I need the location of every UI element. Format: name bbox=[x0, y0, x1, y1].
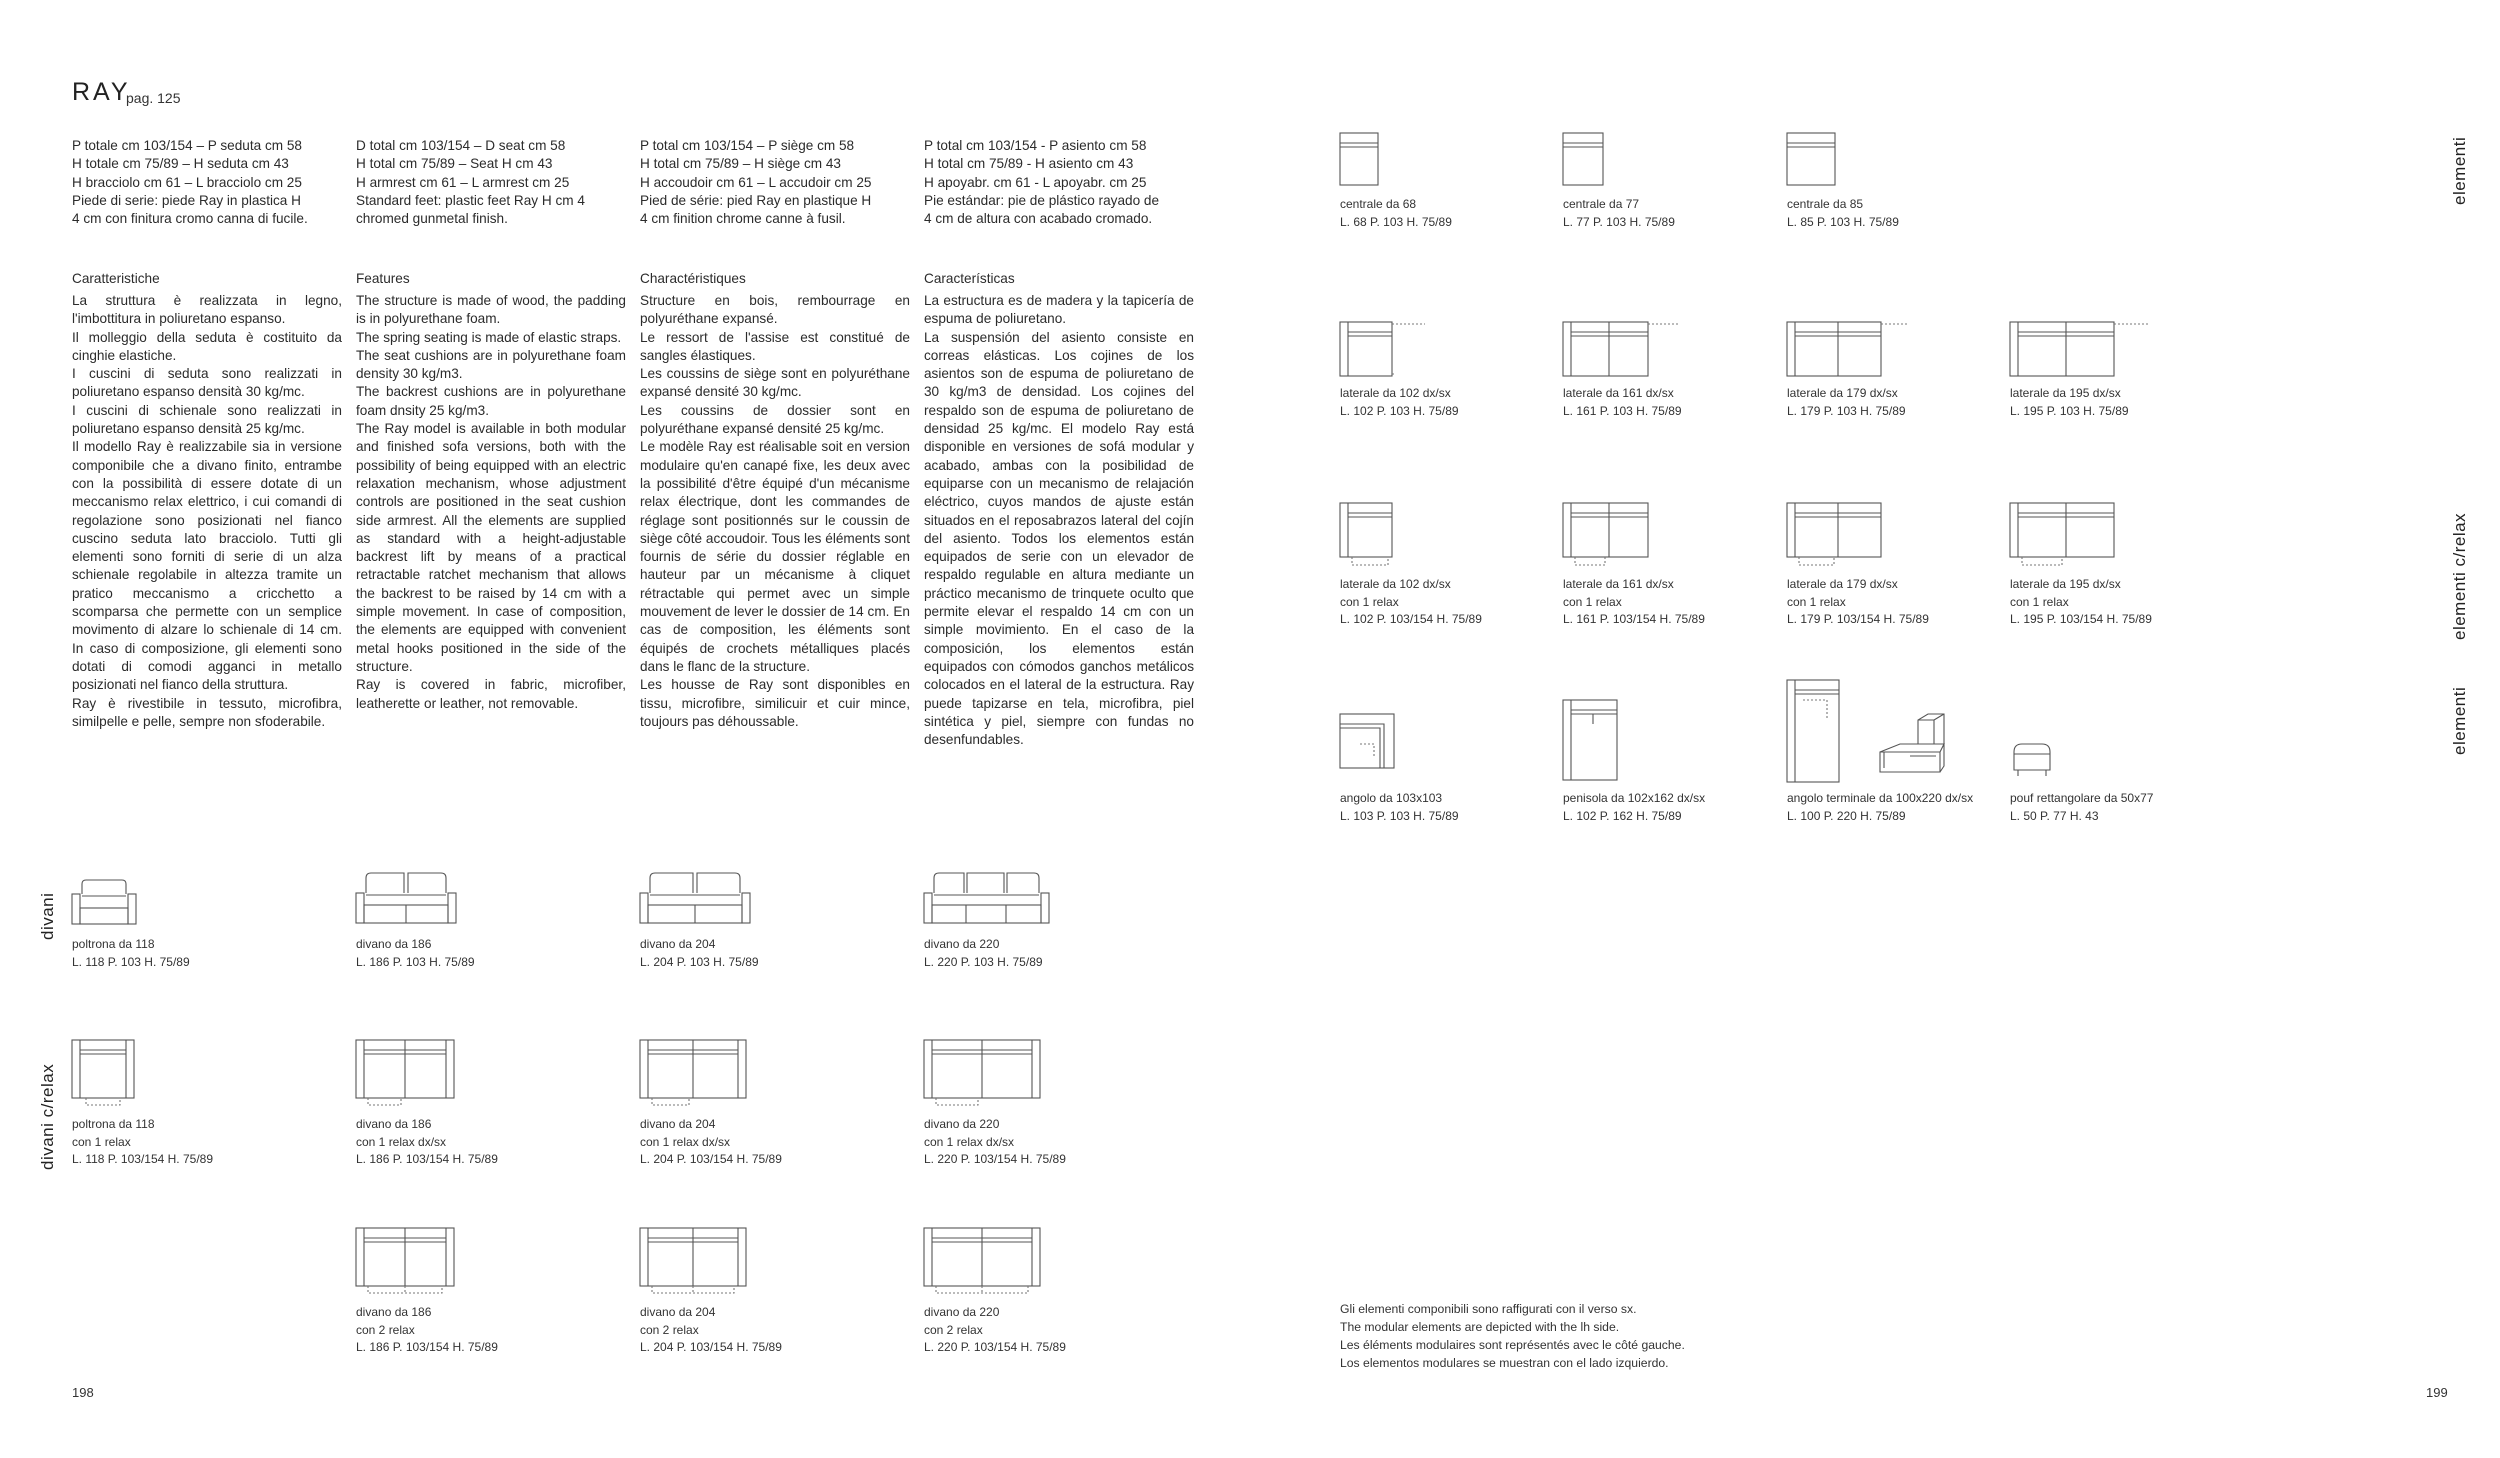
features-heading: Características bbox=[924, 271, 1015, 286]
product-caption: divano da 220 con 2 relax L. 220 P. 103/154 H. 75/89 bbox=[924, 1305, 1066, 1354]
features-heading: Features bbox=[356, 271, 410, 286]
sofa-186-2relax-topview-icon bbox=[356, 1228, 454, 1293]
side-module-relax-icon bbox=[1787, 503, 1887, 567]
product-caption: poltrona da 118 con 1 relax L. 118 P. 103/154 H. 75/89 bbox=[72, 1117, 214, 1166]
product-caption: laterale da 195 dx/sx con 1 relax L. 195 P. 103/154 H. 75/89 bbox=[2010, 577, 2152, 626]
product-caption: divano da 204 L. 204 P. 103 H. 75/89 bbox=[640, 937, 759, 969]
side-module-relax-icon bbox=[2010, 503, 2120, 567]
product-caption: poltrona da 118 L. 118 P. 103 H. 75/89 bbox=[72, 937, 190, 969]
spec-fr: P total cm 103/154 – P siège cm 58 H total cm 75/89 – H siège cm 43 H accoudoir cm 61 – L accudoir cm 25 Pied de série: pied Ray en plastique H 4 cm finition chrome canne à fusil. bbox=[640, 138, 872, 227]
features-heading: Caratteristiche bbox=[72, 271, 160, 286]
section-label-elementi: elementi bbox=[2450, 136, 2469, 205]
page-number-left: 198 bbox=[72, 1385, 94, 1400]
side-module-icon bbox=[2010, 322, 2150, 378]
side-module-icon bbox=[1787, 322, 1907, 378]
pouf-icon bbox=[2010, 742, 2052, 782]
side-module-relax-icon bbox=[1563, 503, 1653, 567]
corner-module-icon bbox=[1340, 714, 1396, 770]
sofa-2-seat-icon bbox=[356, 873, 456, 928]
corner-terminal-icon bbox=[1787, 680, 1842, 785]
sofa-204-icon bbox=[640, 873, 750, 928]
product-caption: divano da 204 con 2 relax L. 204 P. 103/154 H. 75/89 bbox=[640, 1305, 782, 1354]
product-caption: divano da 204 con 1 relax dx/sx L. 204 P. 103/154 H. 75/89 bbox=[640, 1117, 782, 1166]
product-caption: laterale da 102 dx/sx L. 102 P. 103 H. 75/89 bbox=[1340, 386, 1459, 418]
sofa-220-relax-topview-icon bbox=[924, 1040, 1040, 1105]
product-title: RAY bbox=[72, 78, 131, 106]
product-caption: divano da 186 con 1 relax dx/sx L. 186 P. 103/154 H. 75/89 bbox=[356, 1117, 498, 1166]
section-label-divani: divani bbox=[38, 892, 57, 940]
sofa-220-icon bbox=[924, 873, 1049, 928]
page-reference: pag. 125 bbox=[126, 90, 181, 106]
features-it: Caratteristiche La struttura è realizzata in legno, l'imbottitura in poliuretano espanso. Il molleggio della seduta è costituito da cinghie elastiche. I cuscini di seduta sono realizzati in poliuretano espanso densità 30 kg/mc. I cuscini di schienale sono realizzati in poliuretano espanso densità 25 kg/mc. Il modello Ray è realizzabile sia in versione componibile che a divano finito, entrambe con la possibilità di essere dotate di un meccanismo relax elettrico, i cui comandi di regolazione sono posizionati nel fianco cuscino seduta lato bracciolo. Tutti gli elementi sono forniti di serie di un alza schienale regolabile in altezza tramite un pratico meccanismo a cricchetto a scomparsa che permette con un semplice movimento di alzare lo schienale di 14 cm. In caso di composizione, gli elementi sono dotati di comodi agganci in metallo posizionati nel fianco della struttura. Ray è rivestibile in tessuto, microfibra, similpelle e pelle, sempre non sfoderabile. bbox=[72, 271, 342, 729]
product-caption: divano da 220 L. 220 P. 103 H. 75/89 bbox=[924, 937, 1043, 969]
product-caption: pouf rettangolare da 50x77 L. 50 P. 77 H. 43 bbox=[2010, 791, 2154, 823]
product-caption: penisola da 102x162 dx/sx L. 102 P. 162 H. 75/89 bbox=[1563, 791, 1706, 823]
page-number-right: 199 bbox=[2426, 1385, 2448, 1400]
sofa-204-2relax-topview-icon bbox=[640, 1228, 746, 1293]
armchair-icon bbox=[72, 880, 142, 930]
product-caption: divano da 220 con 1 relax dx/sx L. 220 P. 103/154 H. 75/89 bbox=[924, 1117, 1066, 1166]
product-caption: laterale da 102 dx/sx con 1 relax L. 102 P. 103/154 H. 75/89 bbox=[1340, 577, 1482, 626]
central-module-icon bbox=[1563, 133, 1603, 185]
sofa-186-relax-topview-icon bbox=[356, 1040, 454, 1105]
section-label-elementi-relax: elementi c/relax bbox=[2450, 512, 2469, 640]
product-caption: laterale da 179 dx/sx L. 179 P. 103 H. 75/89 bbox=[1787, 386, 1906, 418]
product-caption: laterale da 161 dx/sx L. 161 P. 103 H. 75/89 bbox=[1563, 386, 1682, 418]
side-module-relax-icon bbox=[1340, 503, 1400, 567]
product-caption: centrale da 85 L. 85 P. 103 H. 75/89 bbox=[1787, 197, 1899, 229]
section-label-divani-relax: divani c/relax bbox=[38, 1063, 57, 1170]
central-module-icon bbox=[1340, 133, 1378, 185]
corner-terminal-perspective-icon bbox=[1880, 712, 1950, 778]
section-label-elementi-2: elementi bbox=[2450, 686, 2469, 755]
product-caption: laterale da 161 dx/sx con 1 relax L. 161 P. 103/154 H. 75/89 bbox=[1563, 577, 1705, 626]
central-module-icon bbox=[1787, 133, 1835, 185]
sofa-220-2relax-topview-icon bbox=[924, 1228, 1040, 1293]
product-caption: laterale da 179 dx/sx con 1 relax L. 179 P. 103/154 H. 75/89 bbox=[1787, 577, 1929, 626]
product-caption: divano da 186 con 2 relax L. 186 P. 103/154 H. 75/89 bbox=[356, 1305, 498, 1354]
spec-en: D total cm 103/154 – D seat cm 58 H total cm 75/89 – Seat H cm 43 H armrest cm 61 – L armrest cm 25 Standard feet: plastic feet Ray H cm 4 chromed gunmetal finish. bbox=[356, 138, 585, 227]
sofa-204-relax-topview-icon bbox=[640, 1040, 746, 1105]
modular-note: Gli elementi componibili sono raffigurati con il verso sx. The modular elements are depicted with the lh side. Les éléments modulaires sont représentés avec le côté gauche. Los elementos modulares se muestran con el lado izquierdo. bbox=[1340, 1302, 1685, 1370]
product-caption: divano da 186 L. 186 P. 103 H. 75/89 bbox=[356, 937, 475, 969]
chaise-longue-icon bbox=[1563, 700, 1619, 782]
product-caption: centrale da 77 L. 77 P. 103 H. 75/89 bbox=[1563, 197, 1675, 229]
side-module-icon bbox=[1340, 322, 1425, 378]
side-module-icon bbox=[1563, 322, 1678, 378]
armchair-relax-topview-icon bbox=[72, 1040, 134, 1105]
spec-es: P total cm 103/154 - P asiento cm 58 H total cm 75/89 - H asiento cm 43 H apoyabr. cm 61 - L apoyabr. cm 25 Pie estándar: pie de plástico rayado de 4 cm de altura con acabado cromado. bbox=[924, 138, 1160, 227]
spec-it: P totale cm 103/154 – P seduta cm 58 H totale cm 75/89 – H seduta cm 43 H bracciolo cm 61 – L bracciolo cm 25 Piede di serie: piede Ray in plastica H 4 cm con finitura cromo canna di fucile. bbox=[72, 138, 308, 227]
features-fr: Charactéristiques Structure en bois, rembourrage en polyuréthane expansé. Le ressort de l'assise est constitué de sangles élastiques. Les coussins de siège sont en polyuréthane expansé densité 30 kg/mc. Les coussins de dossier sont en polyuréthane expansé densité 25 kg/mc. Le modèle Ray est réalisable soit en version modulaire qu'en canapé fixe, les deux avec la possibilité d'être équipé d'un mécanisme relax électrique, dont les commandes de réglage sont positionnés sur le coussin de siège côté accoudoir. Tous les éléments sont fournis de série du dossier réglable en hauteur par un mécanisme à cliquet rétractable qui permet avec un simple mouvement de lever le dossier de 14 cm. En cas de composition, les éléments sont équipés de crochets métalliques placés dans le flanc de la structure. Les housse de Ray sont disponibles en tissu, microfibre, similicuir et cuir mince, toujours pas déhoussable. bbox=[640, 271, 910, 729]
product-caption: angolo da 103x103 L. 103 P. 103 H. 75/89 bbox=[1340, 791, 1459, 823]
features-es: Características La estructura es de madera y la tapicería de espuma de poliuretano. La suspensión del asiento consiste en correas elásticas. Los cojines de los asientos son de espuma de poliuretano de 30 kg/m3 de densidad. Los cojines del respaldo son de espuma de poliuretano de densidad 25 kg/mc. El modelo Ray está disponible en versiones de sofá modular y acabado, ambas con la posibilidad de equiparse con un mecanismo de relajación eléctrico, cuyos mandos de ajuste están situados en el reposabrazos lateral del cojín del asiento. Todos los elementos están equipados de serie con un elevador de respaldo regulable en altura mediante un práctico mecanismo de trinquete oculto que permite elevar el respaldo 14 cm con un simple movimiento. En el caso de la composición, los elementos están equipados con cómodos ganchos metálicos colocados en el lateral de la estructura. Ray puede tapizarse en tela, microfibra, piel sintética y piel, siempre con fundas no desenfundables. bbox=[924, 271, 1194, 748]
product-caption: angolo terminale da 100x220 dx/sx L. 100 P. 220 H. 75/89 bbox=[1787, 791, 1974, 823]
product-caption: laterale da 195 dx/sx L. 195 P. 103 H. 75/89 bbox=[2010, 386, 2129, 418]
product-caption: centrale da 68 L. 68 P. 103 H. 75/89 bbox=[1340, 197, 1452, 229]
features-heading: Charactéristiques bbox=[640, 271, 746, 286]
features-en: Features The structure is made of wood, the padding is in polyurethane foam. The spring seating is made of elastic straps. The seat cushions are in polyurethane foam density 30 kg/m3. The backrest cushions are in polyurethane foam dnsity 25 kg/m3. The Ray model is available in both modular and finished sofa versions, both with the possibility of being equipped with an electric relaxation mechanism, whose adjustment controls are positioned in the seat cushion side armrest. All the elements are supplied as standard with a height-adjustable backrest lift by means of a practical retractable ratchet mechanism that allows the backrest to be raised by 14 cm with a simple movement. In case of composition, the elements are equipped with convenient metal hooks positioned in the side of the structure. Ray is covered in fabric, microfiber, leatherette or leather, not removable. bbox=[356, 271, 626, 711]
